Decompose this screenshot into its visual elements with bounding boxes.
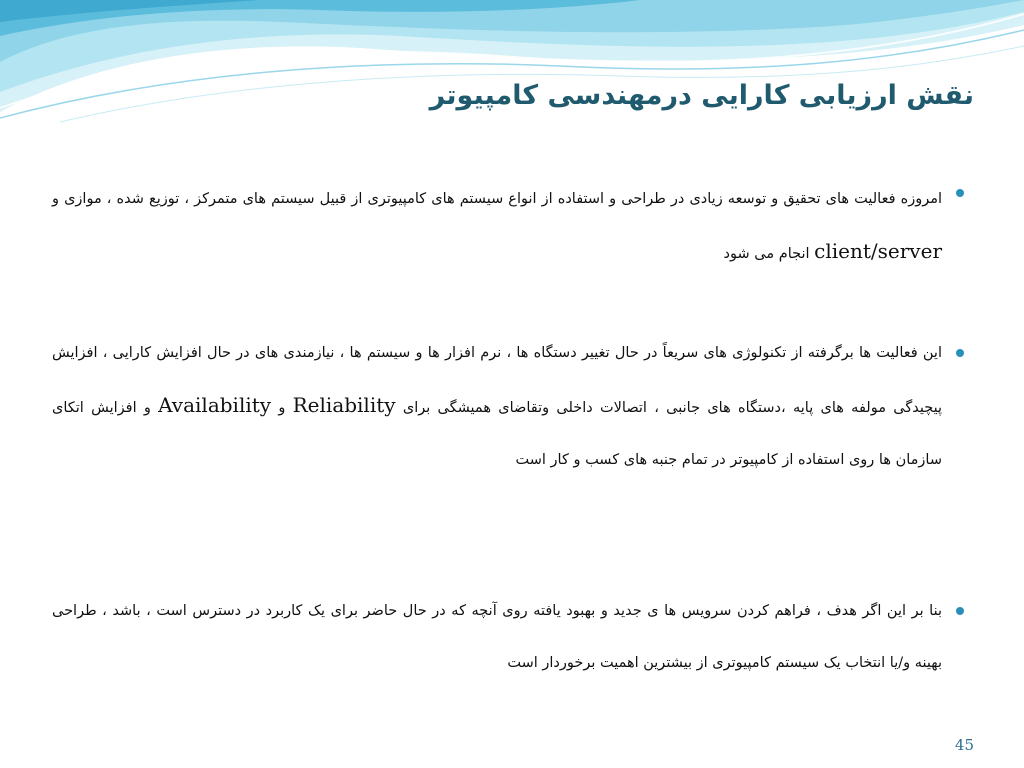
bullet-2-availability: Availability xyxy=(158,393,272,417)
bullet-1-client-server: client/server xyxy=(814,239,942,263)
bullet-2-reliability: Reliability xyxy=(292,393,396,417)
bullet-2-text-before: این فعالیت ها برگرفته از تکنولوژی های سریعاً در حال تغییر دستگاه ها ، نرم افزار ها و سیستم ها ، نیازمندی های در حال افزایش کارایی ، افزایش پیچیدگی مولفه های پایه ،دستگاه های جانبی ، اتصالات داخلی وتقاضای همیشگی برای xyxy=(52,345,942,416)
bullet-item-3 xyxy=(52,585,942,689)
slide-title: نقش ارزیابی کارایی درمهندسی کامپیوتر xyxy=(429,80,974,111)
bullet-dot-icon xyxy=(956,189,964,197)
bullet-dot-icon xyxy=(956,349,964,357)
header-wave-decoration xyxy=(0,0,1024,140)
bullet-2-conjunction: و xyxy=(271,400,293,416)
bullet-text-2 xyxy=(52,327,942,486)
bullet-1-text-after: انجام می شود xyxy=(723,246,815,262)
bullet-text-1 xyxy=(52,173,942,280)
bullet-item-1 xyxy=(52,173,942,280)
bullet-text-3: بنا بر این اگر هدف ، فراهم کردن سرویس ها ی جدید و بهبود یافته روی آنچه که در حال حاضر برای یک کاربرد در دسترس است ، باشد ، طراحی بهینه و/یا انتخاب یک سیستم کامپیوتری از بیشترین اهمیت برخوردار است xyxy=(52,603,942,671)
page-number: 45 xyxy=(954,736,974,754)
bullet-2-text-after: و افزایش اتکای سازمان ها روی استفاده از کامپیوتر در تمام جنبه های کسب و کار است xyxy=(52,400,942,468)
bullet-1-text-before: امروزه فعالیت های تحقیق و توسعه زیادی در طراحی و استفاده از انواع سیستم های کامپیوتری از قبیل سیستم های متمرکز ، توزیع شده ، موازی و xyxy=(52,191,942,207)
bullet-dot-icon xyxy=(956,607,964,615)
bullet-item-2 xyxy=(52,327,942,486)
